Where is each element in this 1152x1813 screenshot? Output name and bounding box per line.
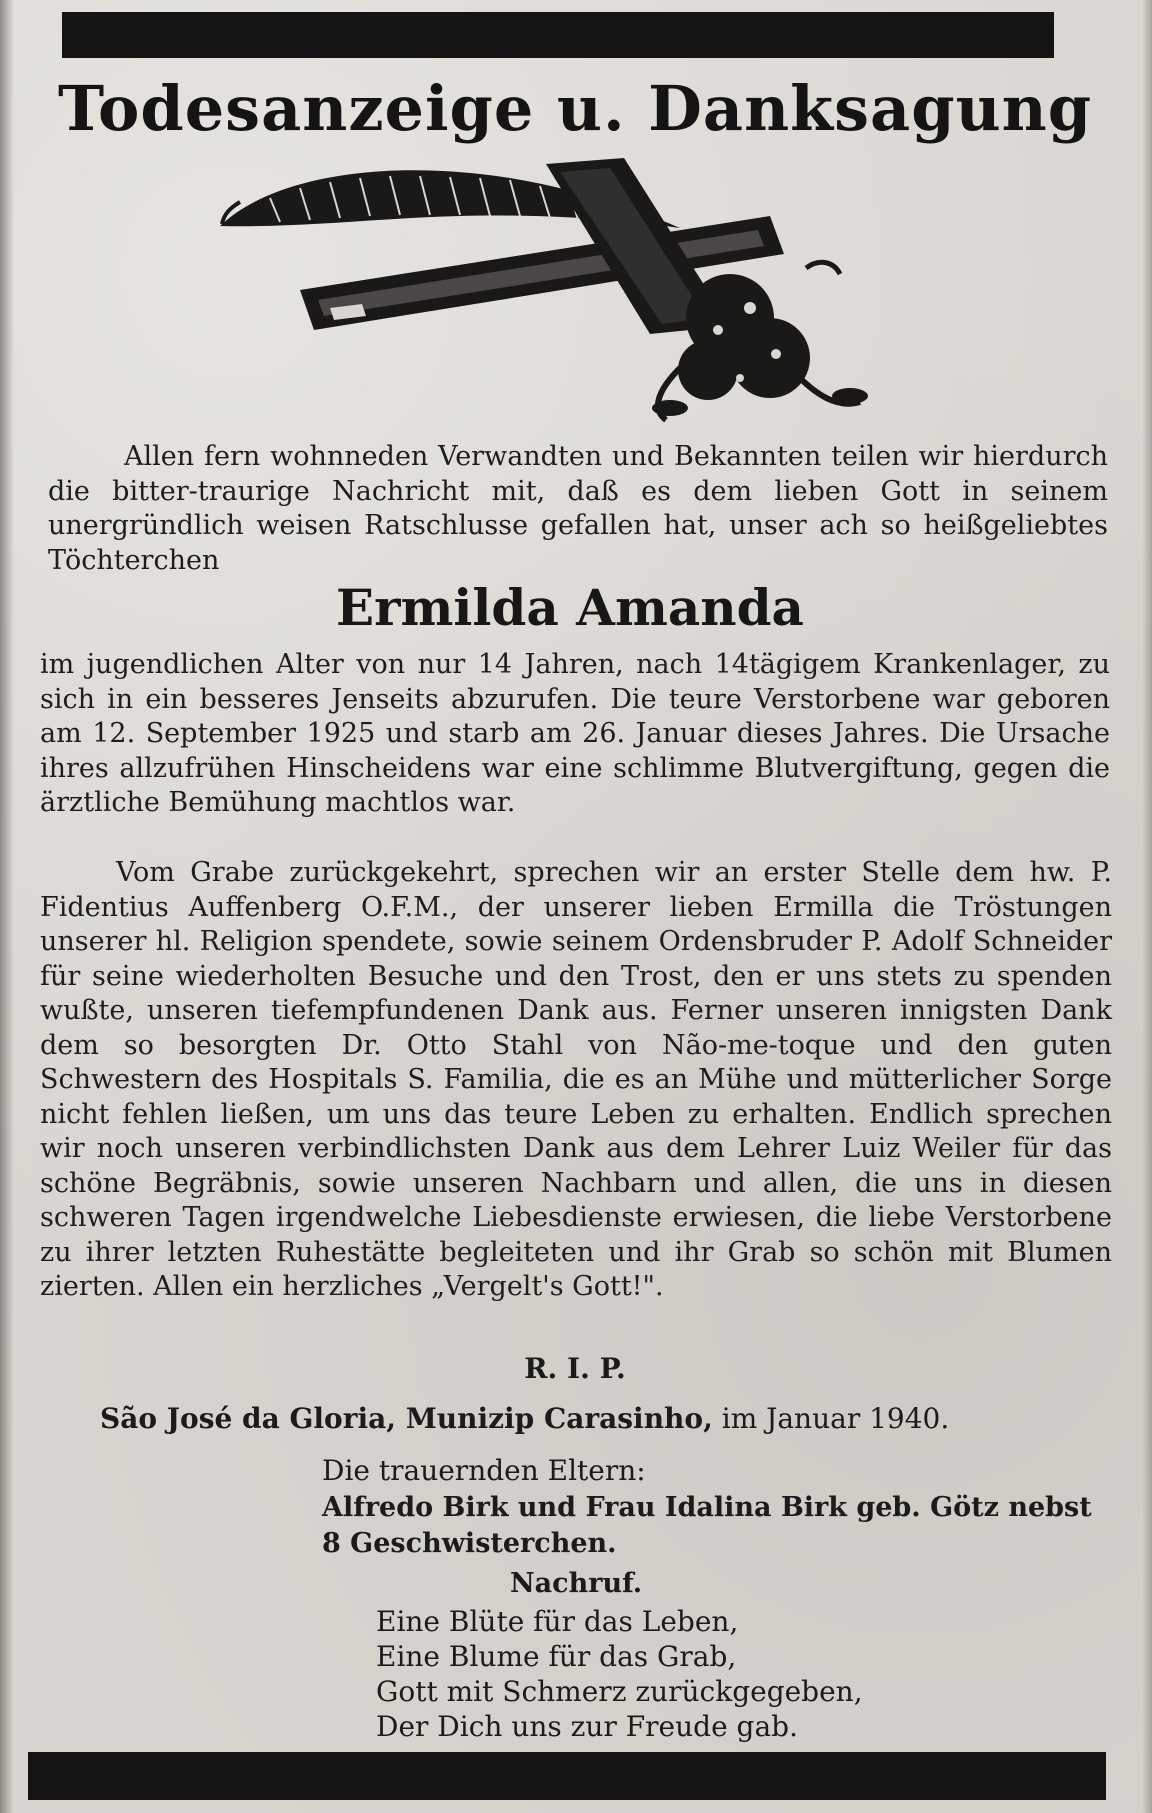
top-black-rule: [62, 12, 1054, 58]
deceased-name: Ermilda Amanda: [336, 578, 804, 637]
poem-line: Der Dich uns zur Freude gab.: [376, 1710, 798, 1743]
body-paragraph-2: Vom Grabe zurückgekehrt, sprechen wir an erster Stelle dem hw. P. Fidentius Auffenberg O.F.M., der unserer lieben Ermilla die Tröstungen unserer hl. Religion spendete, sowie seinem Ordensbruder P. Adolf Schneider für seine wiederholten Besuche und den Trost, den er uns stets zu spenden wußte, unseren tiefempfundenen Dank aus. Ferner unseren innigsten Dank dem so besorgten Dr. Otto Stahl von Não-me-toque und den guten Schwestern des Hospitals S. Familia, die es an Mühe und mütterlicher Sorge nicht fehlen ließen, um uns das teure Leben zu erhalten. Endlich sprechen wir noch unseren verbindlichsten Dank aus dem Lehrer Luiz Weiler für das schöne Begräbnis, sowie unseren Nachbarn und allen, die uns in diesen schweren Tagen irgendwelche Liebesdienste erwiesen, die liebe Verstorbene zu ihrer letzten Ruhestätte begleiteten und ihr Grab so schön mit Blumen zierten. Allen ein herzliches „Vergelt's Gott!".: [40, 857, 1112, 1302]
poem-line: Eine Blume für das Grab,: [376, 1640, 737, 1673]
parents-intro: Die trauernden Eltern:: [322, 1454, 646, 1487]
rip-line: R. I. P.: [524, 1352, 626, 1385]
poem-line: Eine Blüte für das Leben,: [376, 1605, 739, 1638]
parents-names: Alfredo Birk und Frau Idalina Birk geb. Götz nebst 8 Geschwisterchen.: [322, 1492, 1092, 1559]
intro-paragraph: [48, 440, 1108, 578]
intro-text: Allen fern wohnneden Verwandten und Bekannten teilen wir hierdurch die bitter-traurige Nachricht mit, daß es dem lieben Gott in seinem unergründlich weisen Ratschlusse gefallen hat, unser ach so heißgeliebtes Töchterchen: [48, 441, 1108, 576]
page-left-edge-shadow: [0, 0, 14, 1813]
place-date-line: [100, 1402, 1060, 1435]
notice-heading: Todesanzeige u. Danksagung: [58, 72, 1093, 145]
place-text: São José da Gloria, Munizip Carasinho,: [100, 1402, 713, 1435]
page-right-edge-shadow: [1142, 0, 1152, 1813]
bottom-black-rule: [28, 1752, 1106, 1800]
cross-palm-flower-icon: [210, 158, 930, 438]
poem-line: Gott mit Schmerz zurückgegeben,: [376, 1675, 863, 1708]
nachruf-title: Nachruf.: [510, 1568, 643, 1599]
date-text: im Januar 1940.: [721, 1402, 950, 1435]
body-paragraph-1: im jugendlichen Alter von nur 14 Jahren, nach 14tägigem Krankenlager, zu sich in ein besseres Jenseits abzurufen. Die teure Verstorbene war geboren am 12. September 1925 und starb am 26. Januar dieses Jahres. Die Ursache ihres allzufrühen Hinscheidens war eine schlimme Blutvergiftung, gegen die ärztliche Bemühung machtlos war.: [40, 649, 1110, 818]
nachruf-poem: [376, 1604, 863, 1744]
